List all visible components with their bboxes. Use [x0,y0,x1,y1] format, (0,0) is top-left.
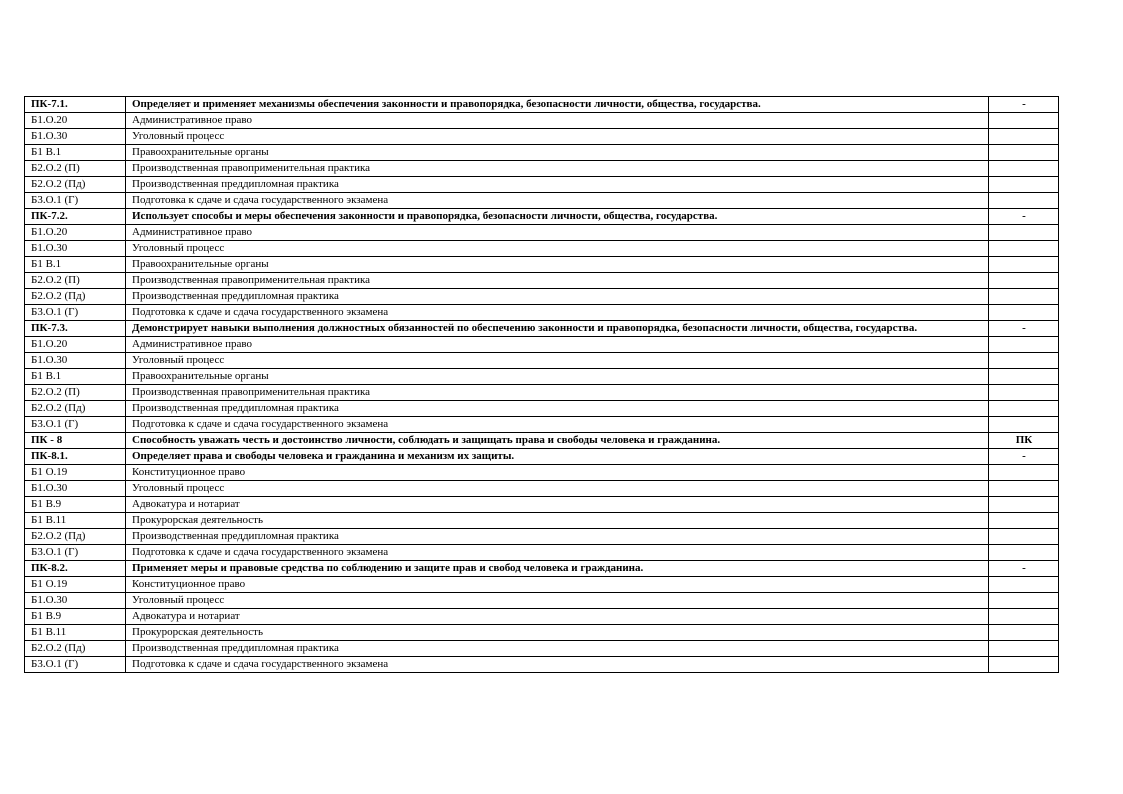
row-mark [989,161,1059,177]
row-text: Определяет права и свободы человека и гражданина и механизм их защиты. [126,449,989,465]
discipline-row [25,305,1059,321]
row-code: Б2.О.2 (Пд) [25,641,126,657]
row-code: Б1 О.19 [25,465,126,481]
row-mark [989,545,1059,561]
discipline-row [25,497,1059,513]
row-text: Производственная преддипломная практика [126,529,989,545]
row-text: Правоохранительные органы [126,257,989,273]
discipline-row [25,657,1059,673]
row-text: Правоохранительные органы [126,369,989,385]
row-code: Б2.О.2 (Пд) [25,289,126,305]
row-code: Б1 В.11 [25,625,126,641]
row-code: Б1.О.30 [25,129,126,145]
row-text: Использует способы и меры обеспечения законности и правопорядка, безопасности личности, общества, государства. [126,209,989,225]
competency-row [25,321,1059,337]
row-mark [989,417,1059,433]
row-code: Б3.О.1 (Г) [25,657,126,673]
row-text: Конституционное право [126,577,989,593]
row-code: Б2.О.2 (П) [25,161,126,177]
row-text: Подготовка к сдаче и сдача государственного экзамена [126,417,989,433]
row-text: Производственная преддипломная практика [126,401,989,417]
row-code: Б1 В.11 [25,513,126,529]
row-text: Конституционное право [126,465,989,481]
row-code: Б1.О.30 [25,593,126,609]
row-code: Б1 В.1 [25,145,126,161]
row-text: Уголовный процесс [126,241,989,257]
discipline-row [25,225,1059,241]
row-code: Б2.О.2 (Пд) [25,401,126,417]
row-text: Прокурорская деятельность [126,513,989,529]
discipline-row [25,369,1059,385]
discipline-row [25,161,1059,177]
discipline-row [25,193,1059,209]
row-mark: - [989,561,1059,577]
row-mark [989,305,1059,321]
row-code: Б2.О.2 (П) [25,273,126,289]
row-code: ПК-7.1. [25,97,126,113]
row-mark [989,369,1059,385]
row-code: Б3.О.1 (Г) [25,545,126,561]
discipline-row [25,401,1059,417]
row-code: ПК-8.1. [25,449,126,465]
row-code: Б1 В.1 [25,369,126,385]
row-text: Производственная правоприменительная практика [126,385,989,401]
row-code: Б1 В.1 [25,257,126,273]
row-mark [989,465,1059,481]
row-mark [989,609,1059,625]
discipline-row [25,145,1059,161]
row-text: Адвокатура и нотариат [126,609,989,625]
row-text: Подготовка к сдаче и сдача государственного экзамена [126,193,989,209]
row-code: Б1 В.9 [25,497,126,513]
row-mark [989,177,1059,193]
row-mark [989,225,1059,241]
row-mark: - [989,209,1059,225]
discipline-row [25,129,1059,145]
row-mark [989,113,1059,129]
row-text: Подготовка к сдаче и сдача государственного экзамена [126,545,989,561]
row-mark [989,529,1059,545]
row-text: Производственная преддипломная практика [126,289,989,305]
row-text: Демонстрирует навыки выполнения должностных обязанностей по обеспечению законности и правопорядка, безопасности личности, общества, государства. [126,321,989,337]
row-mark: ПК [989,433,1059,449]
discipline-row [25,465,1059,481]
row-mark [989,353,1059,369]
row-text: Производственная правоприменительная практика [126,273,989,289]
row-text: Уголовный процесс [126,481,989,497]
row-mark [989,481,1059,497]
row-code: Б1.О.30 [25,241,126,257]
discipline-row [25,529,1059,545]
discipline-row [25,337,1059,353]
discipline-row [25,593,1059,609]
row-mark [989,289,1059,305]
discipline-row [25,417,1059,433]
row-mark [989,641,1059,657]
row-code: Б3.О.1 (Г) [25,193,126,209]
row-text: Адвокатура и нотариат [126,497,989,513]
row-text: Правоохранительные органы [126,145,989,161]
row-code: Б2.О.2 (Пд) [25,177,126,193]
row-text: Уголовный процесс [126,593,989,609]
row-code: Б1.О.20 [25,225,126,241]
row-code: Б1 О.19 [25,577,126,593]
discipline-row [25,177,1059,193]
row-code: Б3.О.1 (Г) [25,305,126,321]
table-body [25,97,1059,673]
discipline-row [25,577,1059,593]
row-mark [989,593,1059,609]
row-text: Применяет меры и правовые средства по соблюдению и защите прав и свобод человека и гражданина. [126,561,989,577]
row-mark [989,273,1059,289]
discipline-row [25,353,1059,369]
row-text: Подготовка к сдаче и сдача государственного экзамена [126,305,989,321]
discipline-row [25,257,1059,273]
row-code: Б2.О.2 (П) [25,385,126,401]
competency-row [25,433,1059,449]
discipline-row [25,273,1059,289]
discipline-row [25,241,1059,257]
row-text: Производственная преддипломная практика [126,177,989,193]
row-code: ПК - 8 [25,433,126,449]
row-code: Б1.О.20 [25,337,126,353]
row-code: Б1.О.20 [25,113,126,129]
row-mark [989,145,1059,161]
discipline-row [25,513,1059,529]
competency-row [25,97,1059,113]
row-text: Уголовный процесс [126,353,989,369]
row-mark [989,257,1059,273]
row-text: Административное право [126,113,989,129]
row-code: Б1.О.30 [25,353,126,369]
row-text: Прокурорская деятельность [126,625,989,641]
discipline-row [25,289,1059,305]
row-code: Б3.О.1 (Г) [25,417,126,433]
row-text: Определяет и применяет механизмы обеспечения законности и правопорядка, безопасности личности, общества, государства. [126,97,989,113]
row-mark: - [989,321,1059,337]
competency-row [25,449,1059,465]
row-mark [989,497,1059,513]
discipline-row [25,113,1059,129]
row-mark: - [989,97,1059,113]
row-mark [989,625,1059,641]
discipline-row [25,481,1059,497]
row-code: ПК-7.2. [25,209,126,225]
competency-row [25,561,1059,577]
row-text: Уголовный процесс [126,129,989,145]
row-mark [989,241,1059,257]
row-mark [989,129,1059,145]
row-mark [989,577,1059,593]
row-text: Административное право [126,225,989,241]
row-mark [989,193,1059,209]
competency-matrix-table [24,96,1059,673]
row-text: Производственная правоприменительная практика [126,161,989,177]
discipline-row [25,625,1059,641]
row-code: Б2.О.2 (Пд) [25,529,126,545]
row-mark [989,513,1059,529]
discipline-row [25,641,1059,657]
row-mark: - [989,449,1059,465]
row-text: Подготовка к сдаче и сдача государственного экзамена [126,657,989,673]
discipline-row [25,545,1059,561]
row-text: Производственная преддипломная практика [126,641,989,657]
row-mark [989,401,1059,417]
discipline-row [25,609,1059,625]
row-code: Б1.О.30 [25,481,126,497]
row-code: Б1 В.9 [25,609,126,625]
row-mark [989,657,1059,673]
row-mark [989,337,1059,353]
row-code: ПК-7.3. [25,321,126,337]
discipline-row [25,385,1059,401]
competency-row [25,209,1059,225]
row-text: Административное право [126,337,989,353]
row-mark [989,385,1059,401]
row-code: ПК-8.2. [25,561,126,577]
row-text: Способность уважать честь и достоинство личности, соблюдать и защищать права и свободы человека и гражданина. [126,433,989,449]
